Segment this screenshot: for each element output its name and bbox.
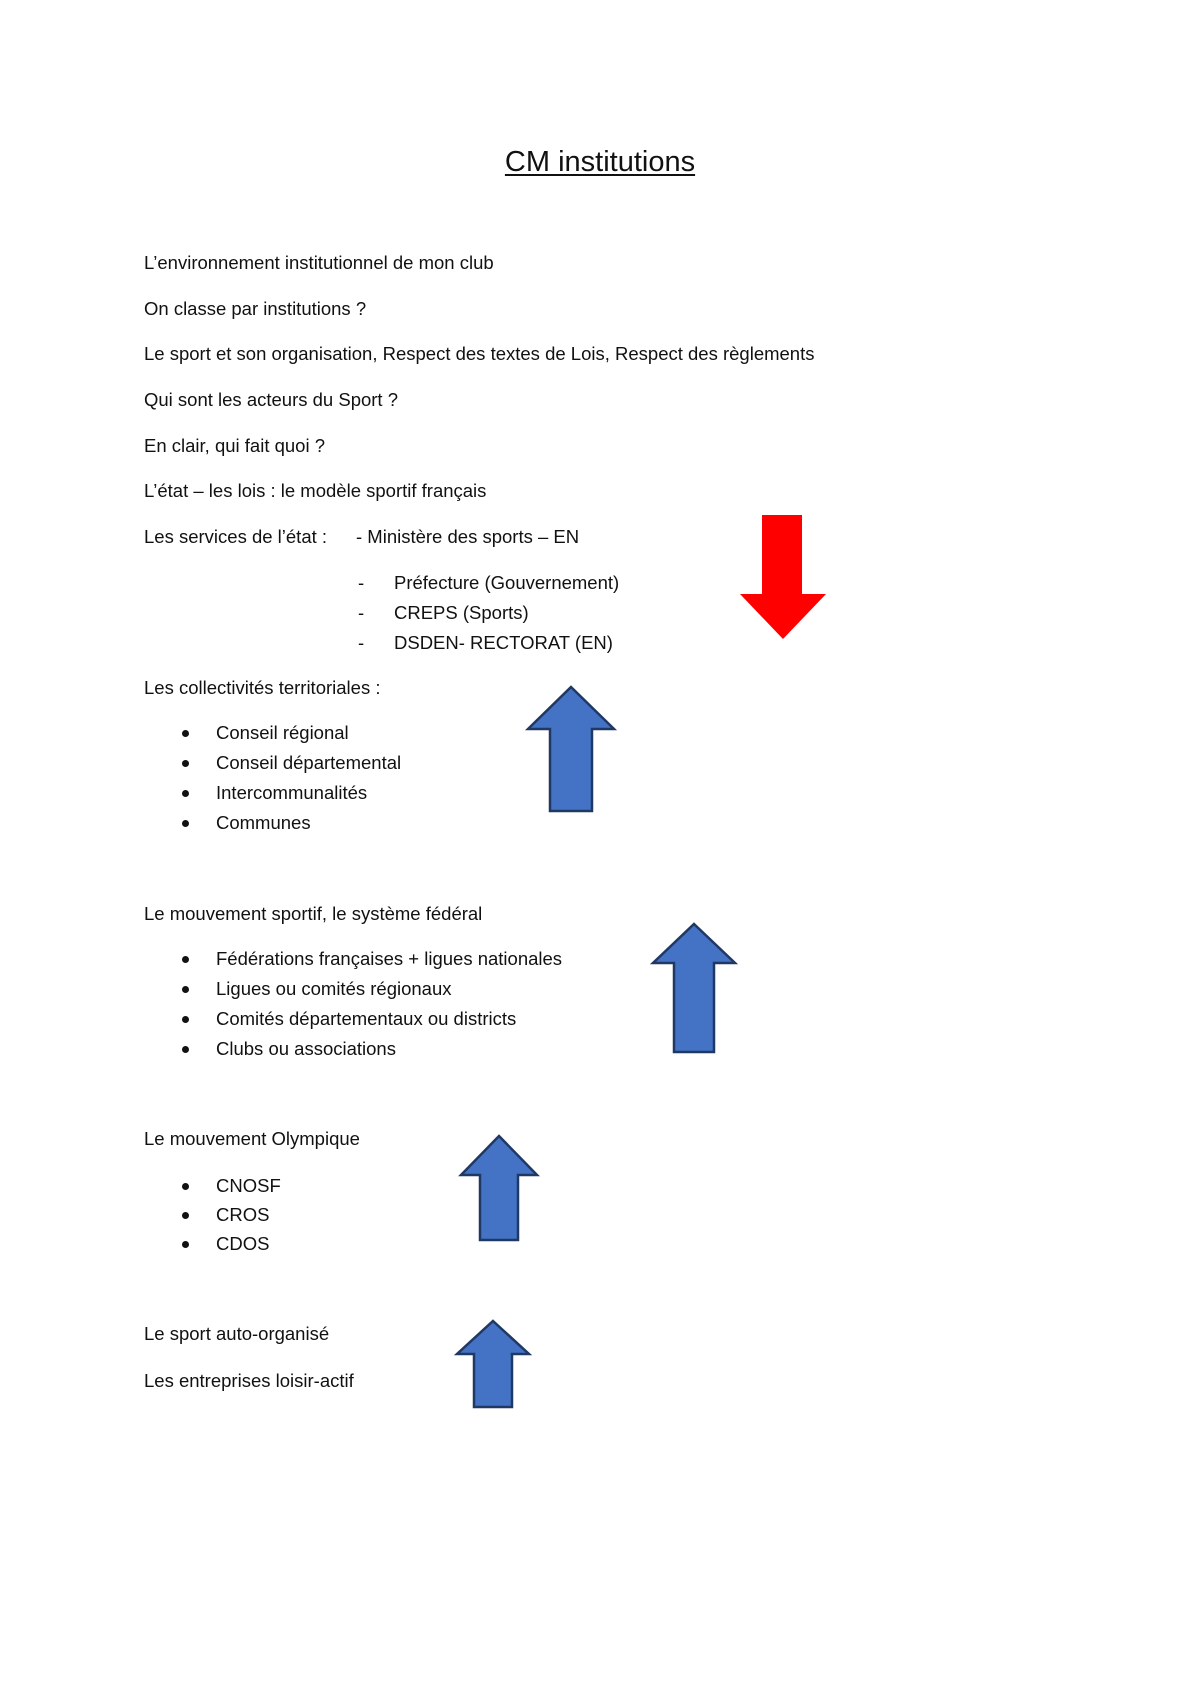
page-title: CM institutions [504, 146, 696, 178]
line-qui-fait-quoi: En clair, qui fait quoi ? [144, 435, 325, 456]
line-classement: On classe par institutions ? [144, 298, 367, 319]
arrow-up-icon [460, 1135, 538, 1241]
mouvement-sportif-heading: Le mouvement sportif, le système fédéral [144, 903, 483, 924]
arrow-down-icon [740, 515, 826, 639]
mouvement-olympique-heading: Le mouvement Olympique [144, 1128, 360, 1149]
line-etat-lois: L’état – les lois : le modèle sportif français [144, 480, 487, 501]
line-sport-auto-organise: Le sport auto-organisé [144, 1323, 330, 1344]
arrow-up-icon [527, 686, 615, 812]
line-entreprises: Les entreprises loisir-actif [144, 1370, 354, 1391]
arrow-up-icon [652, 923, 736, 1053]
services-etat-first-item: - Ministère des sports – EN [356, 526, 580, 547]
line-environnement: L’environnement institutionnel de mon club [144, 252, 494, 273]
document-page: CM institutions L’environnement institutionnel de mon club On classe par institutions ? Le sport et son organisation, Respect des textes de Lois, Respect des règlements Qui sont les acteurs du Sport ? En clair, qui fait quoi ? L’état – les lois : le modèle sportif français Les services de l’état : - Ministère des sports – EN - Préfecture (Gouvernement) - CREPS (Sports) - DSDEN- RECTORAT (EN) Les collectivités territoriales : Conseil régional Conseil départemental Intercommunalités Communes Le mouvement sportif, le système fédéral Fédérations françaises + ligues nationales Ligues ou comités régionaux Comités départementaux ou districts Clubs ou associations Le mouvement Olympique CNOSF CROS CDOS Le sport auto-organisé Les entreprises loisir-actif [0, 0, 1200, 1696]
arrow-up-icon [456, 1320, 530, 1408]
collectivites-heading: Les collectivités territoriales : [144, 677, 381, 698]
line-acteurs: Qui sont les acteurs du Sport ? [144, 389, 398, 410]
line-organisation: Le sport et son organisation, Respect des textes de Lois, Respect des règlements [144, 343, 815, 364]
services-etat-heading: Les services de l’état : [144, 526, 328, 547]
